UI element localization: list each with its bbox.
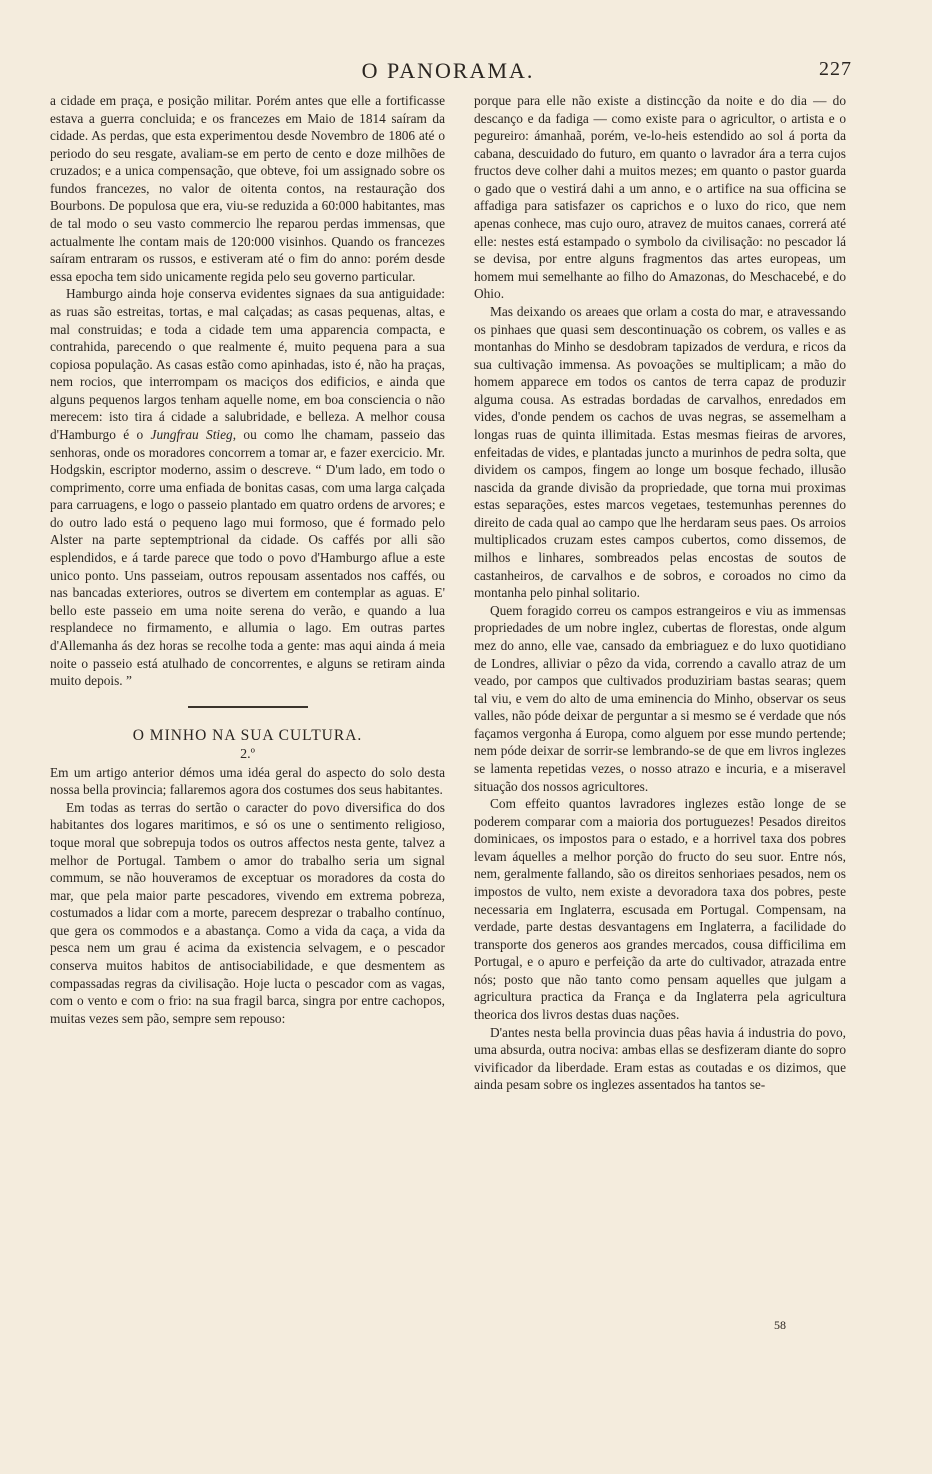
paragraph: Com effeito quantos lavradores inglezes estão longe de se poderem comparar com a maioria dos portuguezes! Pesados direitos dominicaes, os impostos para o estado, e a horrivel taxa dos pobres levam áquelles a melhor porção do fructo do seu suor. Entre nós, nem, geralmente fallando, são os direitos senhoriaes pesados, nem os impostos de vulto, nem existe a devoradora taxa dos pobres, peste necessaria em Inglaterra, escusada em Portugal. Compensam, na verdade, parte destas desvantagens em Inglaterra, a facilidade do transporte dos generos aos grandes mercados, cousa difficilima em Portugal, e o apuro e perfeição da arte do cultivador, atrazada entre nós; posto que não tanto como pensam aquelles que julgam a agricultura practica da França e da Inglaterra pela agricultura theorica dos livros destas duas nações. [474, 796, 846, 1023]
publication-title: O PANORAMA. [361, 58, 535, 83]
paragraph: a cidade em praça, e posição militar. Porém antes que elle a fortificasse estava a guerra concluida; e os francezes em Maio de 1814 saíram da cidade. As perdas, que esta experimentou desde Novembro de 1806 até o periodo do seu resgate, avaliam-se em perto de cento e doze milhões de cruzados; e a unica compensação, que obteve, foi um assignado sobre os fundos francezes, no valor de oitenta contos, na restauração dos Bourbons. De populosa que era, viu-se reduzida a 60:000 habitantes, mas de tal modo o seu vasto commercio lhe reparou perdas immensas, que actualmente lhe contam mais de 120:000 visinhos. Quando os francezes saíram entraram os russos, e estiveram até o fim do anno: porém desde essa epocha tem sido unicamente regida pelo seu governo particular. [50, 93, 445, 284]
signature-mark: 58 [774, 1318, 786, 1332]
paragraph: D'antes nesta bella provincia duas pêas havia á industria do povo, uma absurda, outra nociva: ambas ellas se desfizeram diante do sopro vivificador da liberdade. Eram estas as coutadas e os dizimos, que ainda pesam sobre os inglezes assentados ha tantos se- [474, 1024, 846, 1093]
section-number: 2.º [240, 746, 255, 762]
left-column [50, 92, 445, 1027]
page-number: 227 [819, 58, 852, 80]
section-title: O MINHO NA SUA CULTURA. [132, 726, 363, 744]
paragraph-text: Hamburgo ainda hoje conserva evidentes signaes da sua antiguidade: as ruas são estreitas, tortas, e mal calçadas; as casas pequenas, altas, e mal construidas; e toda a cidade tem uma apparencia compacta, e contrahida, parecendo o que realmente é, muito pequena para a sua copiosa população. As casas estão como apinhadas, isto é, não ha praças, nem rocios, que interrompam os maciços dos edificios, e ainda que alguns pequenos largos tenham aquelle nome, em boa consciencia o não merecem: isto tira á cidade a salubridade, e belleza. A melhor cousa d'Hamburgo é o [50, 286, 445, 442]
paragraph: Em todas as terras do sertão o caracter do povo diversifica do dos habitantes dos logares maritimos, e só os une o sentimento religioso, toque moral que sobrepuja todos os outros affectos nesta gente, talvez a melhor de Portugal. Tambem o amor do trabalho seria um signal commum, se não houveramos de exceptuar os moradores da costa do mar, que pela maior parte pescadores, vivendo em extrema pobreza, costumados a lidar com a morte, parecem desprezar o trabalho contínuo, que gera os commodos e a abastança. Como a vida da caça, a vida da pesca nem um grau é acima da existencia selvagem, e o pescador conserva muitos habitos de antisociabilidade, e que desmentem as compassadas regras da civilisação. Hoje lucta o pescador com as vagas, com o vento e com o frio: na sua fragil barca, singra por entre cachopos, muitas vezes sem pão, sempre sem repouso: [50, 799, 445, 1026]
paragraph-text: , ou como lhe chamam, passeio das senhoras, onde os moradores concorrem a tomar ar, e fazer exercicio. Mr. Hodgskin, escriptor moderno, assim o descreve. “ D'um lado, em todo o comprimento, corre uma enfiada de bonitas casas, com uma larga calçada para carruagens, e logo o passeio plantado em quatro ordens de arvores; e do outro lado está o pequeno lago mui formoso, que é formado pelo Alster na parte septemptrional da cidade. Os caffés por alli são esplendidos, e á tarde parece que todo o povo d'Hamburgo aflue a este unico ponto. Uns passeiam, outros repousam assentados nos caffés, ou nas bancadas exteriores, outros se divertem em contemplar as aguas. E' bello este passeio em uma noite serena do verão, e quando a lua resplandece no firmamento, e allumia o lago. Em outras partes d'Allemanha ás dez horas se recolhe toda a gente: mas aqui ainda á meia noite o passeio está atulhado de concorrentes, e alguns se retiram ainda muito depois. ” [50, 426, 445, 689]
italic-term: Jungfrau Stieg [150, 426, 233, 442]
page-header [50, 58, 852, 88]
paragraph: Mas deixando os areaes que orlam a costa do mar, e atravessando os pinhaes que quasi sem descontinuação os cobrem, os valles e as montanhas do Minho se desdobram tapizados de verdura, e ricos da sua cultivação immensa. As povoações se multiplicam; a mão do homem apparece em todos os cantos de terra capaz de produzir alguma cousa. As estradas bordadas de carvalhos, enredados em vides, d'onde pendem os cachos de uvas negras, se assemelham a longas ruas de quinta illimitada. Estas mesmas fieiras de arvores, enfeitadas de vides, e plantadas juncto a murinhos de pedra solta, que dividem os campos, fingem ao longe um bosque fechado, illusão nascida da grande divisão da propriedade, que torna mui proximas estas separações, estes marcos vegetaes, testemunhas perennes do direito de cada qual ao campo que lhe herdaram seus paes. Os arroios multiplicados cruzam estes campos cubertos, como dissemos, de milhos e linhares, sombreados pelas encostas de soutos de castanheiros, de carvalhos e de sobros, e coroados no cimo da montanha pelo pinhal solitario. [474, 303, 846, 601]
paragraph: Quem foragido correu os campos estrangeiros e viu as immensas propriedades de um nobre inglez, cubertas de florestas, onde algum mez do anno, elle vae, cansado da embriaguez e do luxo quotidiano de Londres, alliviar o pêzo da vida, correndo a cavallo atraz de um veado, por campos que cultivados produziriam bastas searas; quem tal viu, e vem do alto de uma eminencia do Minho, observar os seus valles, não póde deixar de perguntar a si mesmo se é verdade que nós façamos vergonha á Europa, como alguem por esse mundo pertende; nem póde deixar de sorrir-se lembrando-se de que em livros inglezes se lamenta repetidas vezes, o nosso atrazo e incuria, e a miseravel situação dos nossos agricultores. [474, 602, 846, 794]
paragraph [50, 285, 445, 689]
section-divider [188, 706, 308, 708]
paragraph: Em um artigo anterior démos uma idéa geral do aspecto do solo desta nossa bella provincia; fallaremos agora dos costumes dos seus habitantes. [50, 764, 445, 798]
right-column [474, 92, 846, 1094]
paragraph: porque para elle não existe a distincção da noite e do dia — do descanço e da fadiga — como existe para o agricultor, o artista e o pegureiro: ámanhaã, porém, ve-lo-heis estendido ao sol á porta da cabana, descuidado do futuro, em quanto o lavrador ára a terra cujos fructos deve colher dahi a muitos mezes; em quanto o pastor guarda o gado que o vestirá dahi a um anno, e o artifice na sua officina se affadiga para satisfazer os caprichos e o luxo do rico, que nem apenas conhece, mas cujo ouro, atravez de muitos canaes, correrá até elle: nestes está estampado o symbolo da civilisação: no pescador lá se devisa, por entre alguns fragmentos das artes europeas, um homem mui semelhante ao filho do Amazonas, do Meschacebé, e do Ohio. [474, 93, 846, 302]
